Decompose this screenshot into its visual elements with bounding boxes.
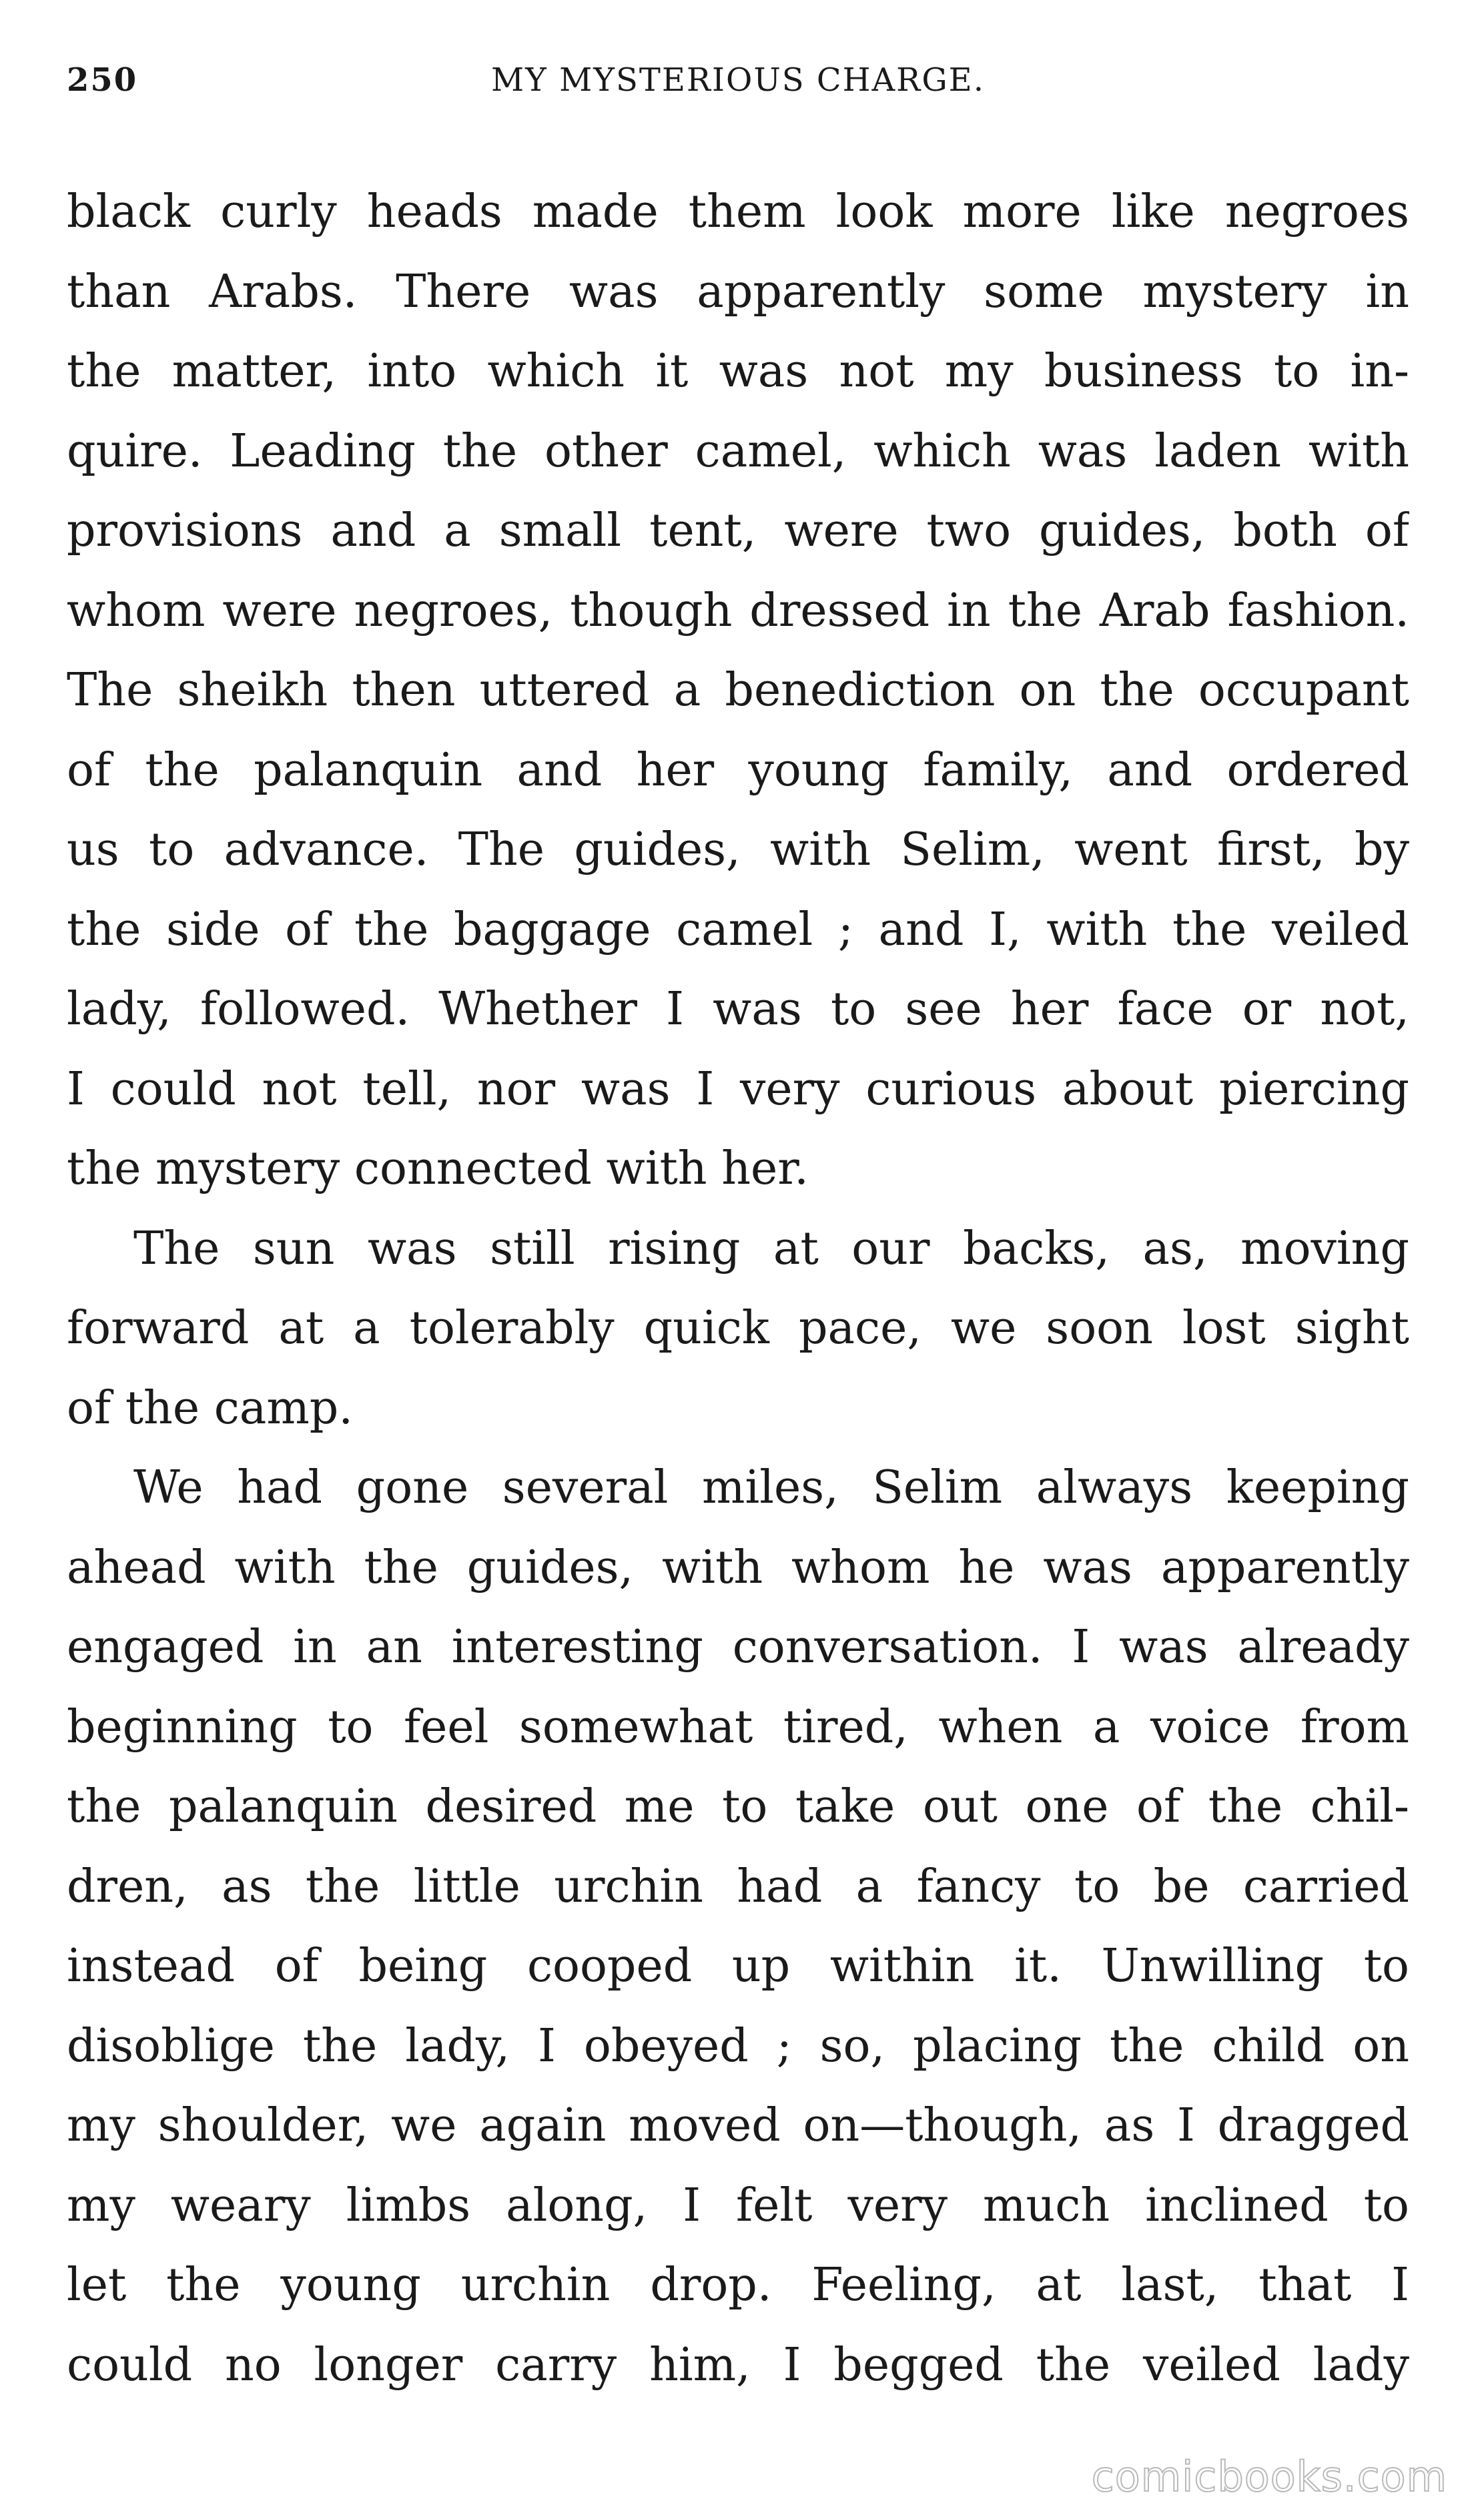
text-line: dren, as the little urchin had a fancy to be carried [67, 1860, 1409, 1913]
text-line: whom were negroes, though dressed in the Arab fashion. [67, 584, 1409, 637]
text-line: than Arabs. There was apparently some mystery in [67, 265, 1409, 318]
text-line: The sheikh then uttered a benediction on the occupant [67, 664, 1409, 717]
text-line: provisions and a small tent, were two guides, both of [67, 504, 1409, 557]
text-line: us to advance. The guides, with Selim, went first, by [67, 823, 1409, 876]
page-number: 250 [67, 61, 138, 99]
text-line: the side of the baggage camel ; and I, with the veiled [67, 903, 1409, 956]
text-line: my shoulder, we again moved on—though, as I dragged [67, 2099, 1409, 2152]
text-line: the mystery connected with her. [67, 1142, 809, 1195]
text-line: of the camp. [67, 1381, 353, 1435]
running-title: MY MYSTERIOUS CHARGE. [491, 61, 985, 99]
text-line: disoblige the lady, I obeyed ; so, placing the child on [67, 2019, 1409, 2073]
text-line: let the young urchin drop. Feeling, at last, that I [67, 2259, 1409, 2311]
text-line: could no longer carry him, I begged the veiled lady [67, 2338, 1409, 2392]
body-text [67, 172, 1409, 2405]
text-line: beginning to feel somewhat tired, when a voice from [67, 1700, 1409, 1754]
text-line: I could not tell, nor was I very curious about piercing [67, 1062, 1409, 1116]
text-line: lady, followed. Whether I was to see her face or not, [67, 983, 1409, 1036]
text-line: my weary limbs along, I felt very much inclined to [67, 2179, 1409, 2232]
text-line: quire. Leading the other camel, which was laden with [67, 424, 1409, 478]
text-line: of the palanquin and her young family, and ordered [67, 743, 1409, 797]
text-line: black curly heads made them look more like negroes [67, 186, 1409, 238]
text-line: instead of being cooped up within it. Unwilling to [67, 1940, 1409, 1993]
page-header [67, 61, 1409, 115]
text-line: the matter, into which it was not my business to in- [67, 345, 1409, 398]
text-line: We had gone several miles, Selim always keeping [133, 1461, 1409, 1514]
text-line: forward at a tolerably quick pace, we soon lost sight [67, 1302, 1409, 1355]
text-line: the palanquin desired me to take out one of the chil- [67, 1780, 1409, 1833]
text-line: engaged in an interesting conversation. I was already [67, 1621, 1409, 1674]
text-line: ahead with the guides, with whom he was apparently [67, 1541, 1409, 1594]
text-line: The sun was still rising at our backs, as, moving [133, 1222, 1409, 1275]
watermark: comicbooks.com [1091, 2452, 1447, 2501]
